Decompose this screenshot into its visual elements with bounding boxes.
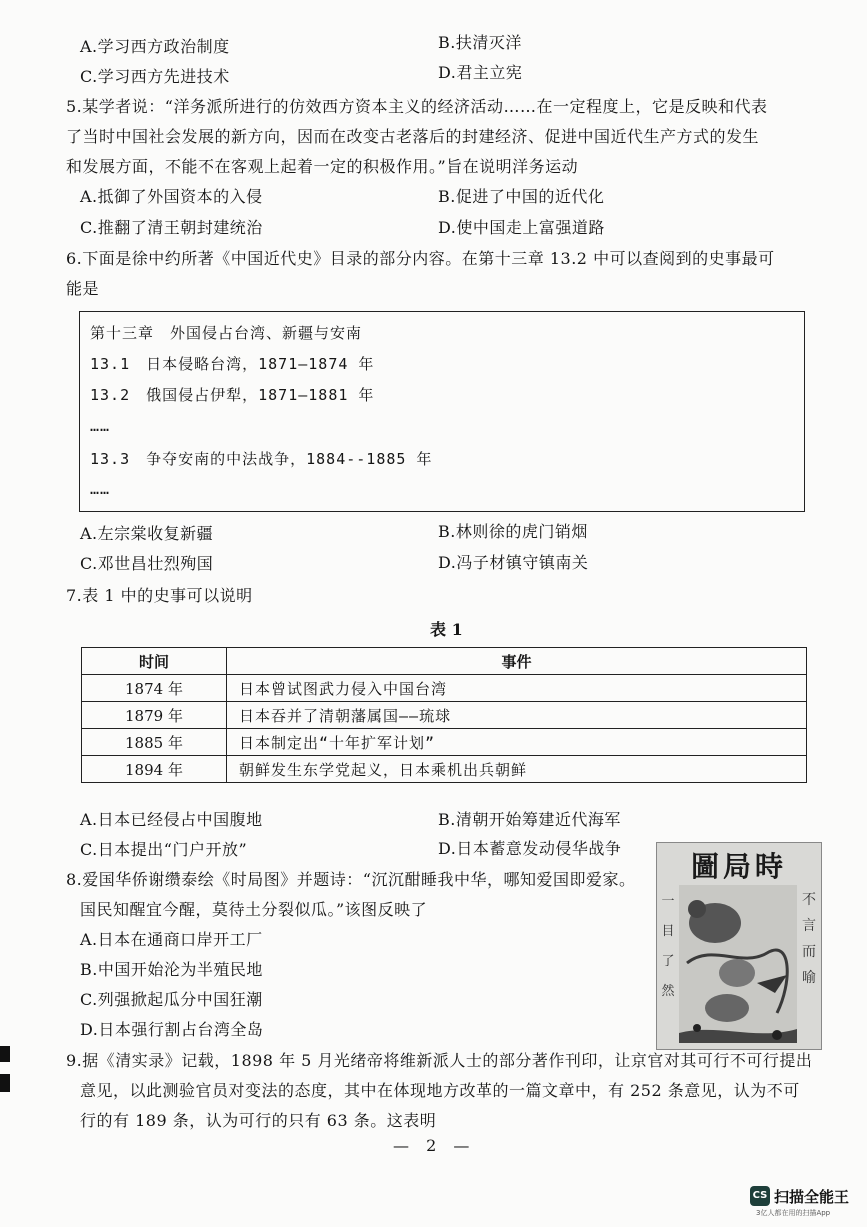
table-cell-event: 日本曾试图武力侵入中国台湾	[227, 675, 807, 702]
cartoon-caption-left: 一 目 了 然	[661, 894, 675, 999]
table-row	[82, 675, 807, 702]
q5-stem-line3: 和发展方面，不能不在客观上起着一定的积极作用。”旨在说明洋务运动	[66, 157, 579, 176]
cartoon-caption-right: 不 言 而 喻	[802, 892, 816, 986]
toc-box	[79, 311, 805, 512]
toc-section-13-1: 13.1 日本侵略台湾，1871—1874 年	[90, 355, 375, 373]
q8-option-d: D.日本强行割占台湾全岛	[80, 1020, 264, 1039]
events-table	[81, 647, 807, 783]
q4-option-d: D.君主立宪	[438, 63, 523, 82]
table-cell-year: 1874 年	[82, 675, 227, 702]
q6-option-b: B.林则徐的虎门销烟	[438, 522, 588, 541]
q7-option-b: B.清朝开始筹建近代海军	[438, 810, 621, 829]
q4-option-c: C.学习西方先进技术	[80, 67, 230, 86]
table-cell-year: 1879 年	[82, 702, 227, 729]
q8-stem-line1: 8.爱国华侨谢缵泰绘《时局图》并题诗：“沉沉酣睡我中华，哪知爱国即爱家。	[66, 870, 636, 889]
shiju-tu-cartoon-image	[656, 842, 822, 1050]
table-cell-year: 1885 年	[82, 729, 227, 756]
q9-stem-line2: 意见，以此测验官员对变法的态度，其中在体现地方改革的一篇文章中，有 252 条意见，认为不可	[80, 1081, 800, 1100]
q6-option-a: A.左宗棠收复新疆	[80, 524, 214, 543]
q5-option-b: B.促进了中国的近代化	[438, 187, 605, 206]
q9-stem-line3: 行的有 189 条，认为可行的只有 63 条。这表明	[80, 1111, 437, 1130]
q6-stem-line2: 能是	[66, 279, 100, 298]
table-cell-event: 日本吞并了清朝藩属国——琉球	[227, 702, 807, 729]
cartoon-illustration	[657, 843, 821, 1049]
table-header: 时间	[82, 648, 227, 675]
table-title: 表 1	[430, 620, 463, 639]
table-header-row	[82, 648, 807, 675]
q8-option-b: B.中国开始沦为半殖民地	[80, 960, 263, 979]
q6-option-d: D.冯子材镇守镇南关	[438, 553, 589, 572]
toc-ellipsis: ……	[90, 480, 111, 498]
scan-edge-mark	[0, 1046, 10, 1062]
camscanner-logo-icon: CS	[750, 1186, 770, 1206]
q5-option-a: A.抵御了外国资本的入侵	[80, 187, 263, 206]
q5-stem-line2: 了当时中国社会发展的新方向，因而在改变古老落后的封建经济、促进中国近代生产方式的发生	[66, 127, 760, 146]
scan-edge-mark	[0, 1074, 10, 1092]
table-cell-event: 日本制定出“十年扩军计划”	[227, 729, 807, 756]
q7-option-d: D.日本蓄意发动侵华战争	[438, 839, 622, 858]
q8-option-a: A.日本在通商口岸开工厂	[80, 930, 263, 949]
q5-stem-line1: 5.某学者说：“洋务派所进行的仿效西方资本主义的经济活动……在一定程度上，它是反映和代表	[66, 97, 768, 116]
q5-option-d: D.使中国走上富强道路	[438, 218, 605, 237]
q4-option-a: A.学习西方政治制度	[80, 37, 230, 56]
toc-chapter: 第十三章 外国侵占台湾、新疆与安南	[90, 324, 363, 342]
table-cell-year: 1894 年	[82, 756, 227, 783]
table-row	[82, 702, 807, 729]
q9-stem-line1: 9.据《清实录》记载，1898 年 5 月光绪帝将维新派人士的部分著作刊印，让京官对其可行不可行提出	[66, 1051, 813, 1070]
q7-option-c: C.日本提出“门户开放”	[80, 840, 248, 859]
table-row	[82, 729, 807, 756]
table-cell-event: 朝鲜发生东学党起义，日本乘机出兵朝鲜	[227, 756, 807, 783]
q7-option-a: A.日本已经侵占中国腹地	[80, 810, 263, 829]
toc-section-13-3: 13.3 争夺安南的中法战争，1884--1885 年	[90, 450, 433, 468]
q6-stem-line1: 6.下面是徐中约所著《中国近代史》目录的部分内容。在第十三章 13.2 中可以查阅到的史事最可	[66, 249, 775, 268]
toc-ellipsis: ……	[90, 417, 111, 435]
table-header: 事件	[227, 648, 807, 675]
q7-stem: 7.表 1 中的史事可以说明	[66, 586, 253, 605]
q6-option-c: C.邓世昌壮烈殉国	[80, 554, 214, 573]
scanner-app-name: 扫描全能王	[774, 1188, 850, 1206]
table-row	[82, 756, 807, 783]
scanner-watermark	[750, 1184, 858, 1218]
q8-option-c: C.列强掀起瓜分中国狂潮	[80, 990, 263, 1009]
q4-option-b: B.扶清灭洋	[438, 33, 522, 52]
toc-section-13-2: 13.2 俄国侵占伊犁，1871—1881 年	[90, 386, 375, 404]
scanner-tagline: 3亿人都在用的扫描App	[756, 1209, 831, 1217]
q5-option-c: C.推翻了清王朝封建统治	[80, 218, 263, 237]
page-number: — 2 —	[393, 1136, 476, 1155]
q8-stem-line2: 国民知醒宜今醒，莫待土分裂似瓜。”该图反映了	[80, 900, 428, 919]
cartoon-title: 圖局時	[690, 850, 787, 883]
